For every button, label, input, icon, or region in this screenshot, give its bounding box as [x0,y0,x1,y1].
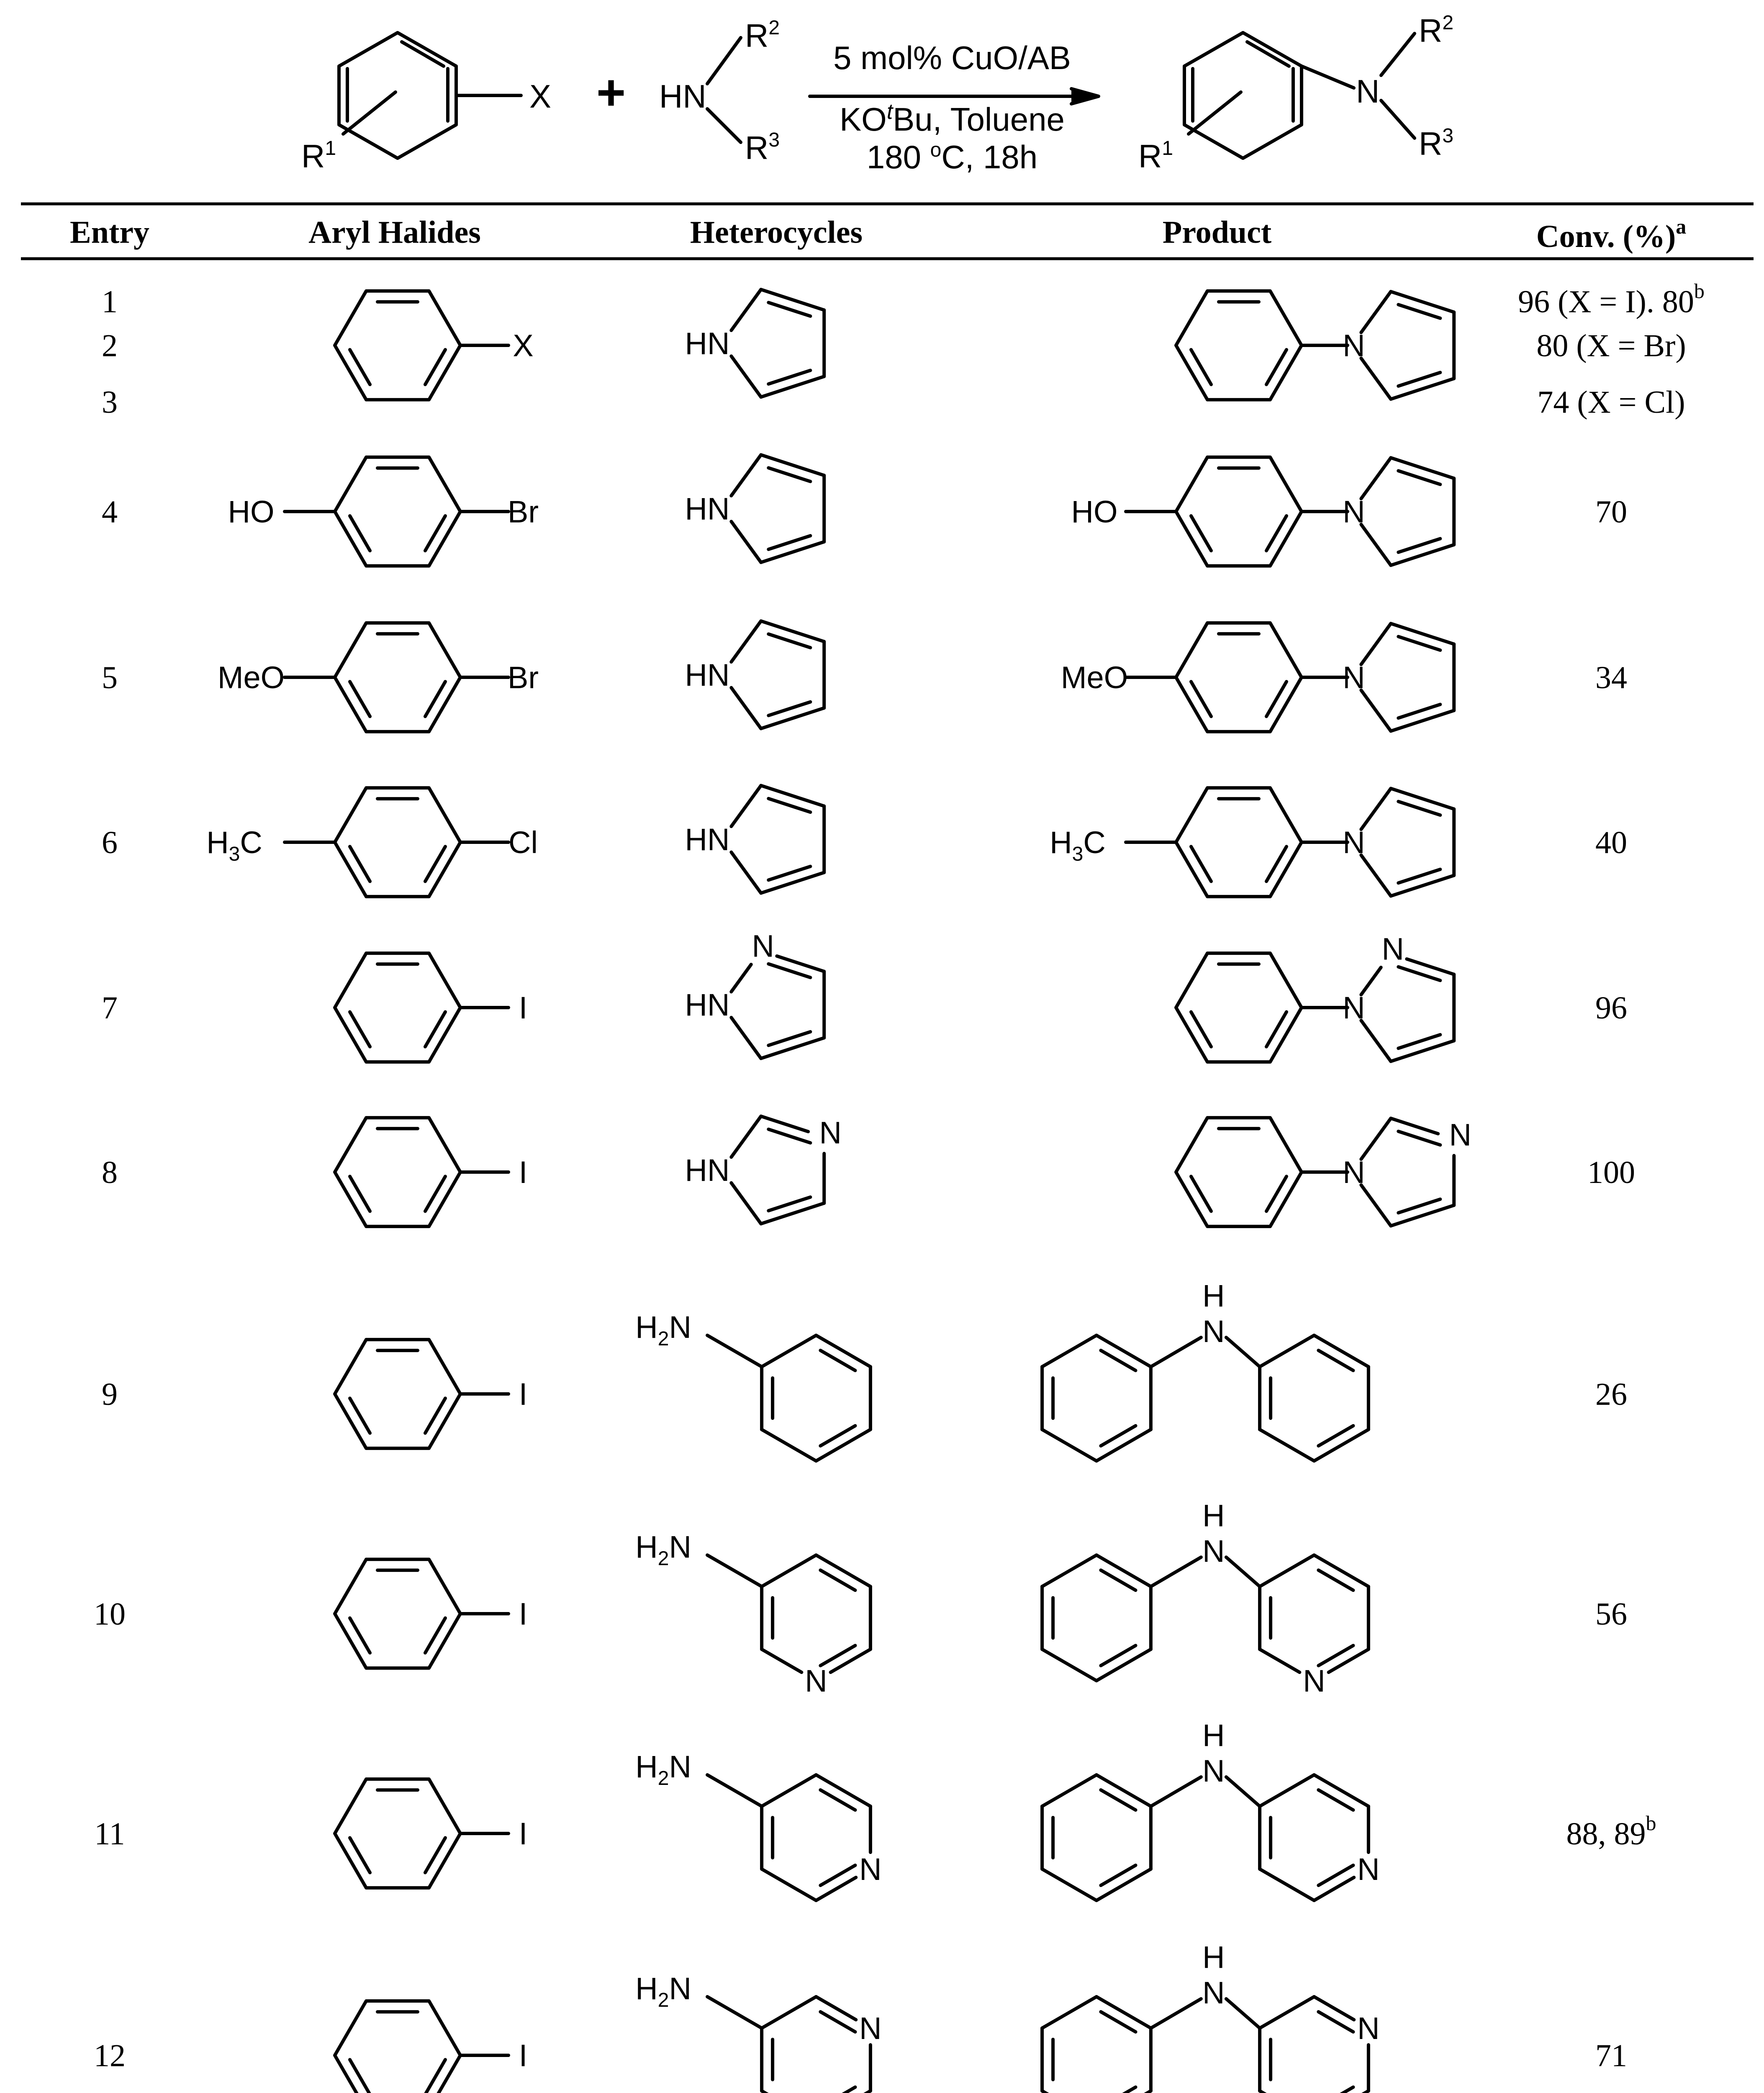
heterocycle-pyrrole-structure [731,290,824,397]
amine-n-label: N [1202,1975,1225,2010]
reactant-amine-structure [707,38,741,142]
entry-number: 7 [102,990,118,1026]
methyl-label: $H_3C$ [206,825,262,865]
methyl-label: $H_3C$ [1050,825,1106,865]
hydroxy-label: HO [1071,494,1118,529]
n-label: N [1343,1155,1365,1190]
header-product: Product [1162,215,1272,250]
structures [285,290,1454,2093]
scheme-product-n: N [1356,73,1380,110]
entry-number: 10 [94,1597,126,1632]
heterocycle-pyrrole-structure [731,621,824,729]
conversion-value: 80 (X = Br) [1536,328,1686,363]
hn-label: HN [685,1153,730,1188]
ring-n-label: N [859,1852,882,1887]
scheme-plus-sign: + [596,64,626,121]
amine-h-label: H [1202,1718,1225,1753]
ring-n-label: N [1303,1664,1325,1698]
product-phenyl-structure [1126,788,1348,897]
n-label: N [1381,931,1405,967]
iodo-label: I [519,1155,528,1190]
product-heteroaryl-structure [1226,1555,1369,1672]
header-conversion: Conv. (%)$^a$ [1536,215,1687,254]
aryl-halide-structure [335,2001,508,2093]
scheme-product-r1: $R^1$ [1138,137,1173,175]
ring-n-label: N [805,1664,827,1698]
product-azole-structure [1361,292,1454,399]
entry-column [94,284,126,2073]
ring-n-label: N [1357,1852,1380,1887]
conversion-column [1518,279,1705,2073]
product-structure [1184,33,1415,158]
scheme-r1-label: $R^1$ [301,137,336,175]
conversion-value: 71 [1595,2038,1627,2073]
aryl-halide-structure [285,623,508,732]
n-label: N [1343,494,1365,529]
n-label: N [1343,328,1365,363]
entry-number: 3 [102,385,118,420]
hn-label: HN [685,987,730,1022]
header-heterocycles: Heterocycles [690,215,863,250]
entry-number: 11 [94,1816,125,1851]
scheme-condition-catalyst: 5 mol% CuO/AB [833,39,1071,76]
entry-number: 1 [102,284,118,319]
heterocycle-imidazole-structure [731,1116,824,1224]
aryl-halide-structure [335,1340,508,1448]
n-label: N [1449,1117,1471,1152]
product-phenyl-structure [1176,291,1348,400]
iodo-label: I [519,1597,528,1631]
iodo-label: I [519,1816,528,1851]
heterocycle-3-aminopyridine-structure [707,1775,870,1900]
n-label: N [1343,990,1365,1025]
amino-label: $H_2N$ [635,1971,691,2011]
product-phenyl-structure [1042,1555,1201,1681]
n-label: N [752,928,775,964]
header-aryl-halides: Aryl Halides [308,215,481,250]
methoxy-label: MeO [217,660,285,695]
conversion-value: 70 [1595,494,1627,530]
product-azole-structure [1361,458,1454,566]
aryl-halide-structure [335,1559,508,1668]
hn-label: HN [685,491,730,526]
entry-number: 5 [102,660,118,695]
product-phenyl-structure [1126,623,1348,732]
heterocycle-2-aminopyrimidine-structure [707,1997,870,2093]
conversion-value: 100 [1587,1155,1635,1190]
halide-x-label: X [513,328,534,363]
entry-number: 2 [102,328,118,363]
entry-number: 8 [102,1155,118,1190]
scheme-leaving-group-x: X [529,78,552,115]
heterocycle-pyrazole-structure [731,956,824,1058]
amino-label: $H_2N$ [635,1530,691,1570]
table-rules [21,204,1754,2093]
conversion-value: 74 (X = Cl) [1537,385,1685,420]
chloro-label: Cl [508,825,538,860]
reaction-scheme-labels [301,12,1453,175]
amine-h-label: H [1202,1940,1225,1975]
product-phenyl-structure [1042,1335,1201,1461]
aryl-halide-structure [285,457,508,566]
scheme-amine-r3: $R^3$ [745,129,780,166]
n-label: N [1343,660,1365,695]
product-phenyl-structure [1042,1997,1201,2093]
conversion-value: 26 [1595,1377,1627,1412]
conversion-value: 34 [1595,660,1627,695]
heterocycle-pyrrole-structure [731,455,824,563]
amine-n-label: N [1202,1754,1225,1788]
product-phenyl-structure [1042,1775,1201,1900]
iodo-label: I [519,1377,528,1412]
product-azole-structure [1361,959,1454,1061]
methoxy-label: MeO [1060,660,1128,695]
product-phenyl-structure [1126,457,1348,566]
entry-number: 6 [102,825,118,860]
entry-number: 9 [102,1377,118,1412]
ring-n-label: N [859,2011,882,2046]
aryl-halide-structure [335,291,508,400]
heterocycle-pyrrole-structure [731,786,824,893]
heterocycle-aniline-structure [707,1335,870,1461]
product-phenyl-structure [1176,953,1348,1062]
amine-h-label: H [1202,1498,1225,1533]
aryl-halide-structure [335,1779,508,1888]
entry-number: 12 [94,2038,126,2073]
amine-h-label: H [1202,1278,1225,1313]
ring-n-label: N [1357,2011,1380,2046]
n-label: N [1343,825,1365,860]
reactant-aryl-halide-structure [339,33,521,158]
amine-n-label: N [1202,1534,1225,1568]
hn-label: HN [685,822,730,857]
heterocycle-2-aminopyridine-structure [707,1555,870,1672]
n-label: N [819,1115,842,1150]
header-entry: Entry [70,215,149,250]
hn-label: HN [685,658,730,692]
aryl-halide-structure [335,1118,508,1226]
product-phenyl-structure [1176,1118,1348,1226]
product-azole-structure [1361,789,1454,896]
entry-number: 4 [102,494,118,530]
product-azole-structure [1361,624,1454,731]
aryl-halide-structure [335,953,508,1062]
conversion-value: 88, 89$^b$ [1566,1811,1656,1851]
hydroxy-label: HO [228,494,275,529]
scheme-condition-temperature-time: 180 $^o$C, 18h [866,139,1038,175]
aryl-halide-structure [285,788,508,897]
scheme-product-r3: $R^3$ [1419,125,1454,162]
product-heteroaryl-structure [1226,1335,1369,1461]
conversion-value: 56 [1595,1597,1627,1632]
product-azole-structure [1361,1118,1454,1226]
amino-label: $H_2N$ [635,1749,691,1790]
scheme-amine-hn: HN [659,78,706,115]
product-heteroaryl-structure [1226,1775,1369,1900]
bromo-label: Br [508,660,539,695]
bromo-label: Br [508,494,539,529]
conversion-value: 96 (X = I). 80$^b$ [1518,279,1705,319]
table-header-row [70,215,1686,254]
product-heteroaryl-structure [1226,1997,1369,2093]
iodo-label: I [519,2038,528,2073]
amine-n-label: N [1202,1314,1225,1349]
hn-label: HN [685,326,730,361]
scheme-product-r2: $R^2$ [1419,12,1454,49]
conversion-value: 96 [1595,990,1627,1026]
conversion-value: 40 [1595,825,1627,860]
scheme-condition-base-solvent: $KO^tBu$, Toluene [840,100,1065,138]
amino-label: $H_2N$ [635,1310,691,1350]
scheme-amine-r2: $R^2$ [745,17,780,54]
iodo-label: I [519,990,528,1025]
